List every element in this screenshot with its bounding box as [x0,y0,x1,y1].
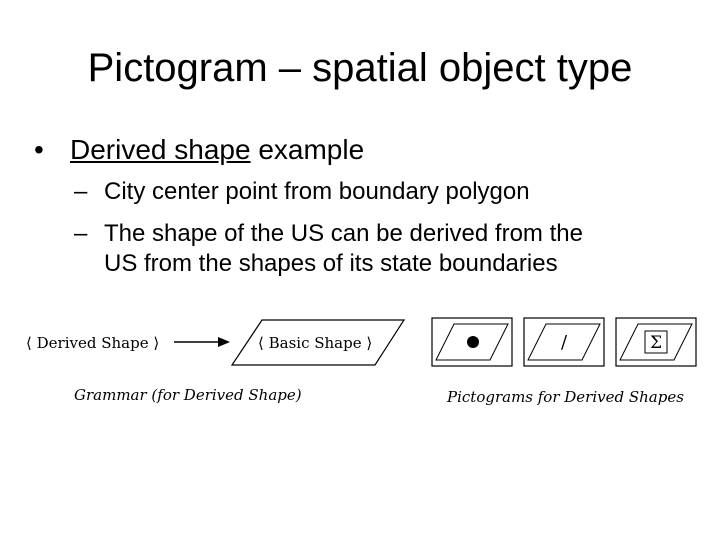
bullet-underlined-text: Derived shape [70,134,251,165]
right-arrow-icon [174,337,230,347]
bullet-text: example [250,134,365,165]
sub-bullet-text-continued: US from the shapes of its state boundaries [104,250,558,277]
sub-bullet-us-shape [74,219,704,279]
sub-bullet-text: The shape of the US can be derived from the [104,220,583,247]
pictogram-sum [616,318,696,366]
sub-bullet-marker: – [74,220,88,247]
pictogram-line [524,318,604,366]
pictograms-caption: Pictograms for Derived Shapes [447,388,684,406]
grammar-caption: Grammar (for Derived Shape) [74,386,302,404]
derived-shape-figure [0,300,720,430]
point-icon [467,336,479,348]
pictogram-point [432,318,512,366]
slide-title: Pictogram – spatial object type [87,46,633,90]
sub-bullet-marker: – [74,178,88,205]
sub-bullet-text: City center point from boundary polygon [104,178,530,205]
bullet-derived-shape [34,132,364,168]
sub-bullet-city-center [74,177,704,207]
sigma-icon: Σ [649,333,663,353]
basic-shape-label: ⟨ Basic Shape ⟩ [258,334,373,352]
derived-shape-label: ⟨ Derived Shape ⟩ [26,334,160,352]
bullet-marker: • [34,134,44,165]
line-symbol-icon: / [560,332,568,353]
